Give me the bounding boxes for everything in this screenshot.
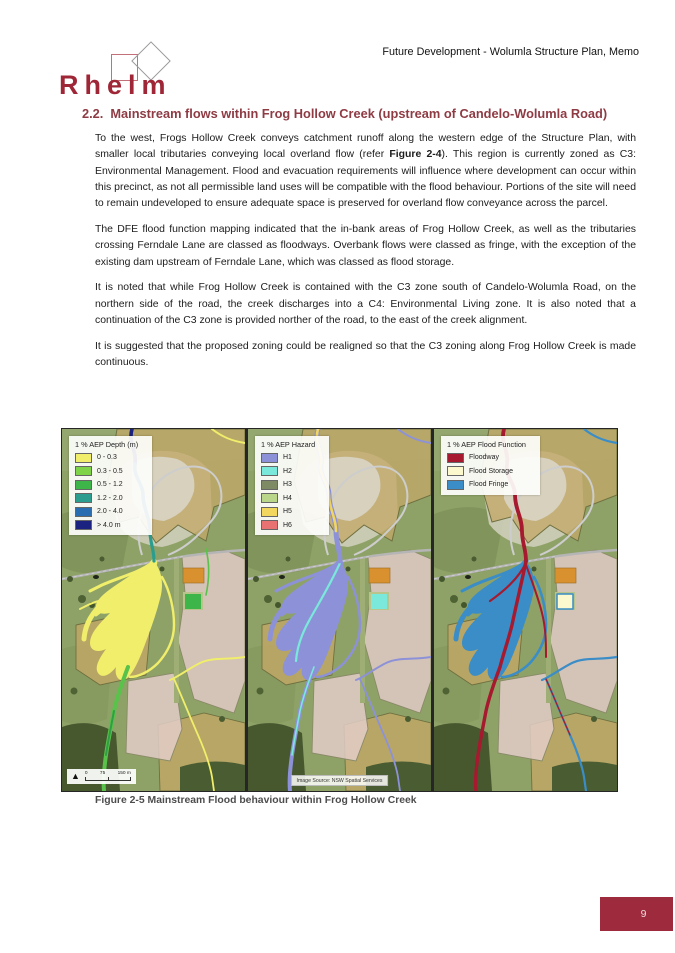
legend-item-label: H6 [283,521,292,529]
page-header-title: Future Development - Wolumla Structure Plan, Memo [382,46,639,58]
legend-title: 1 % AEP Depth (m) [75,440,139,449]
legend-item-label: 1.2 - 2.0 [97,494,123,502]
map-panel-hazard [248,429,431,791]
legend-item [447,480,526,490]
legend-item-label: > 4.0 m [97,521,121,529]
paragraph-2: The DFE flood function mapping indicated that the in-bank areas of Frog Hollow Creek, as well as the tributaries crossing Ferndale Lane are classed as floodways. Overbank flows were classed as fringe, with the exception of the existing dam upstream of Ferndale Lane, which was classed as flood storage. [95,223,636,268]
scale-ruler [85,771,131,782]
legend-swatch [261,480,278,490]
image-source-note: Image Source: NSW Spatial Services [291,775,389,786]
map-panel-depth [62,429,245,791]
page-number: 9 [640,908,647,920]
scale-ticks [85,777,131,782]
legend-item-label: 0 - 0.3 [97,454,117,461]
legend-item-label: H4 [283,494,292,502]
legend-swatch [447,453,464,463]
scale-label: 150 m [117,770,131,776]
legend-item [447,453,526,463]
figure-2-4-reference: Figure 2-4 [389,149,442,161]
legend-item [261,507,315,517]
legend-swatch [75,507,92,517]
legend-item-label: Floodway [469,454,499,461]
legend-item [261,493,315,503]
legend-item-label: Flood Fringe [469,481,509,488]
body-text [95,131,636,381]
legend-swatch [261,507,278,517]
legend-title: 1 % AEP Hazard [261,440,316,449]
figure-caption: Figure 2-5 Mainstream Flood behaviour within Frog Hollow Creek [95,795,417,806]
legend-swatch [75,466,92,476]
logo-text: Rhelm [59,70,172,100]
legend-items [447,453,526,490]
legend-item [75,453,138,463]
section-heading [82,106,607,121]
scale-label: 0 [84,770,88,776]
legend-swatch [261,453,278,463]
legend-swatch [447,480,464,490]
paragraph-3: It is noted that while Frog Hollow Creek is contained with the C3 zone south of Candelo-Wolumla Road, on the northern side of the road, the creek discharges into a C4: Environmental Living zone. It is also noted that a continuation of the C3 zone is provided norther of the road, to the east of the creek alignment. [95,282,636,326]
legend-item [261,453,315,463]
legend-item-label: H5 [283,508,292,515]
legend-item [75,507,138,517]
legend-item [261,480,315,490]
legend-item [261,466,315,476]
legend-items [261,453,315,531]
map-panel-flood-function [434,429,617,791]
legend-swatch [75,480,92,490]
map-legend-depth [69,436,152,535]
legend-item-label: Flood Storage [469,467,513,475]
legend-item [447,466,526,476]
legend-swatch [75,453,92,463]
legend-swatch [447,466,464,476]
page-number-badge [600,897,673,931]
legend-swatch [75,520,92,530]
legend-swatch [261,466,278,476]
section-title: Mainstream flows within Frog Hollow Creek (upstream of Candelo-Wolumla Road) [110,106,608,121]
scale-bar [67,769,136,785]
legend-item [75,480,138,490]
legend-item-label: H1 [283,454,292,461]
legend-item-label: H3 [283,481,292,488]
legend-item [75,520,138,530]
paragraph-1 [95,131,636,212]
map-legend-flood-function [441,436,540,495]
north-arrow-icon: ▲ [71,771,80,781]
legend-swatch [75,493,92,503]
map-legend-hazard [255,436,329,535]
legend-item-label: 0.5 - 1.2 [97,481,123,488]
legend-items [75,453,138,531]
legend-item-label: H2 [283,467,292,475]
legend-item-label: 2.0 - 4.0 [97,508,123,515]
legend-title: 1 % AEP Flood Function [447,440,526,449]
legend-swatch [261,520,278,530]
paragraph-1-text-cont: ). This region is currently zoned as C3: Environmental Management. Flood and evacuation requirements will influence where development can occur within this precinct, as not all permissible land uses will be compatible with the flood behaviour. Portions of the site will need to remain undeveloped to ensure adequate space is preserved for overland flow conveyance across the parcel. [95,149,636,210]
legend-swatch [261,493,278,503]
legend-item [75,493,138,503]
scale-label: 75 [99,770,106,776]
legend-item [75,466,138,476]
rhelm-logo [59,52,209,108]
paragraph-4: It is suggested that the proposed zoning could be realigned so that the C3 zoning along Frog Hollow Creek is made continuous. [95,340,636,369]
figure-2-5-maps [61,428,618,792]
legend-item-label: 0.3 - 0.5 [97,467,123,475]
section-number: 2.2. [82,106,104,121]
paragraph-1-text: To the west, Frogs Hollow Creek conveys catchment runoff along the western edge of the Structure Plan, with smaller local tributaries conveying local overland flow (refer [95,133,636,161]
legend-item [261,520,315,530]
